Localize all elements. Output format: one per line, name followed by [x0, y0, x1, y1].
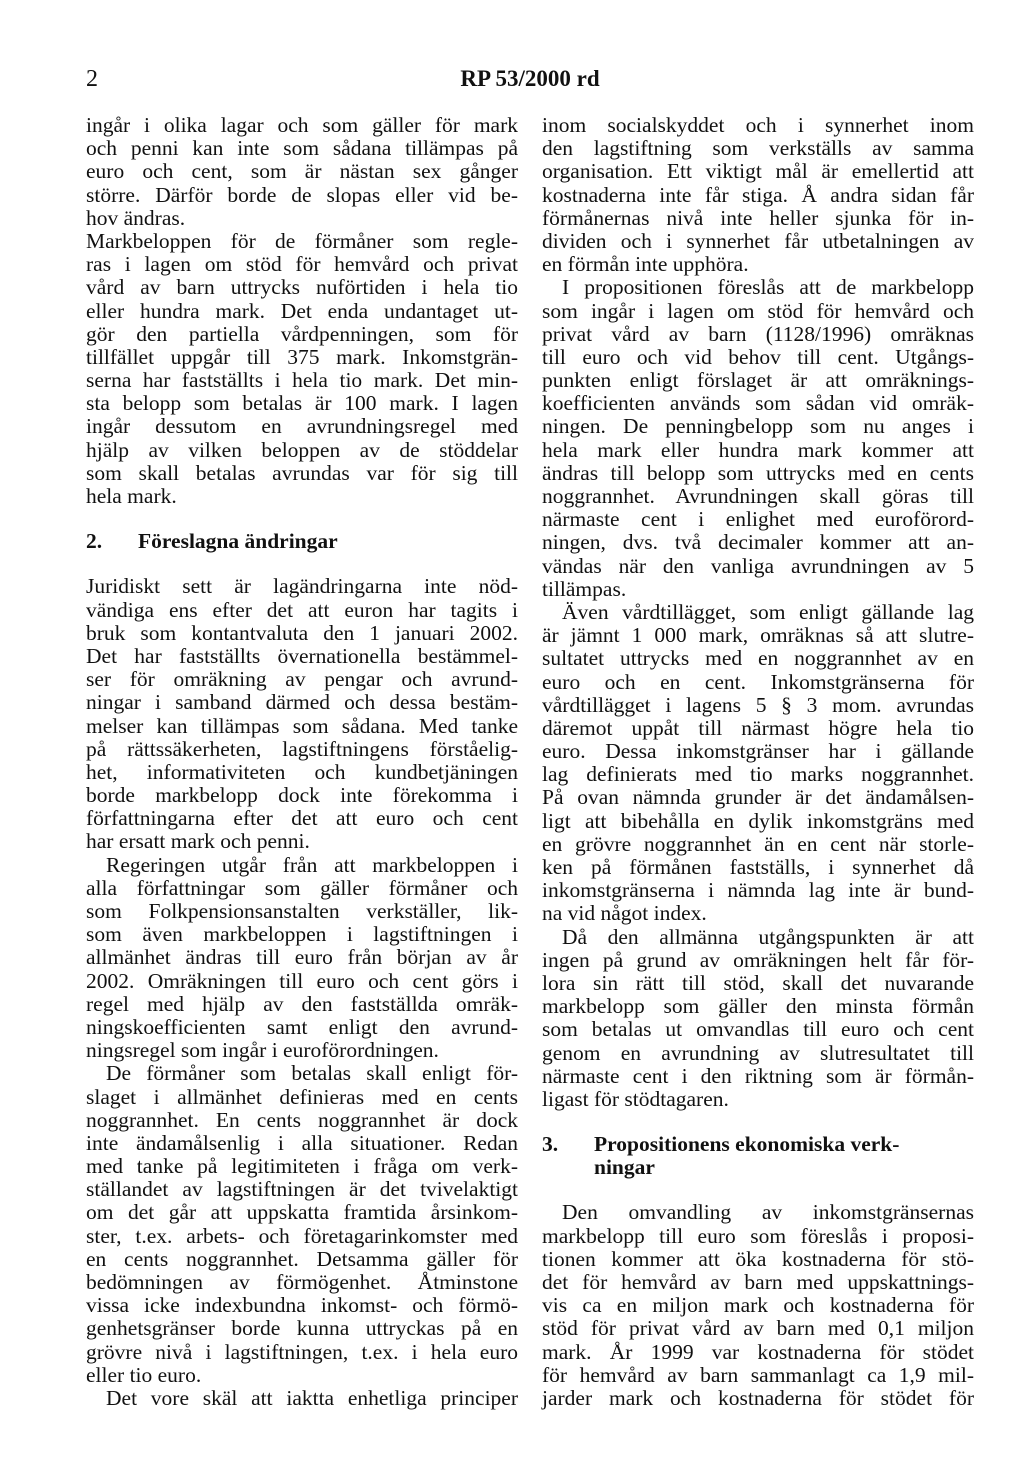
- text-line: ster, t.ex. arbets- och företagarinkomster med: [86, 1223, 518, 1248]
- text-line: noggrannhet. Avrundningen skall göras till: [542, 484, 974, 508]
- text-line: för hemvård av barn sammanlagt ca 1,9 mil-: [542, 1362, 974, 1387]
- text-line: inom socialskyddet och i synnerhet inom: [542, 113, 974, 137]
- text-line: Markbeloppen för de förmåner som regle-: [86, 228, 518, 253]
- section-gap: [86, 508, 518, 530]
- section-heading: [86, 530, 518, 553]
- text-line: vissa icke indexbundna inkomst- och förmö-: [86, 1293, 518, 1318]
- paragraph: [542, 1201, 974, 1410]
- text-line: ligast för stödtagaren.: [542, 1086, 729, 1111]
- text-line: med tanke på legitimiteten i fråga om verk-: [86, 1154, 518, 1179]
- text-line: noggrannhet. En cents noggrannhet är dock: [86, 1107, 518, 1132]
- text-line: Den omvandling av inkomstgränsernas: [562, 1200, 974, 1225]
- text-line: däremot uppåt till närmast högre hela tio: [542, 715, 974, 740]
- paragraph: [86, 854, 518, 1063]
- text-line: ser för omräkning av pengar och avrund-: [86, 667, 518, 692]
- text-line: en grövre noggrannhet än en cent när storle-: [542, 831, 974, 856]
- text-line: kostnaderna inte får stiga. Å andra sidan får: [542, 182, 974, 207]
- section-gap: [86, 553, 518, 575]
- text-line: en cents noggrannhet. Detsamma gäller för: [86, 1246, 518, 1271]
- text-line: ingår i olika lagar och som gäller för mark: [86, 113, 518, 137]
- text-line: hela mark eller hundra mark kommer att: [542, 437, 974, 462]
- text-line: ställandet av lagstiftningen är det tvivelaktigt: [86, 1177, 518, 1202]
- text-line: som även markbeloppen i lagstiftningen i: [86, 922, 518, 947]
- text-line: koefficienten används som sådan vid omräk-: [542, 391, 974, 416]
- text-line: Det vore skäl att iaktta enhetliga principer: [106, 1385, 518, 1410]
- text-line: Det har fastställts övernationella bestämmel-: [86, 643, 518, 668]
- text-line: närmaste cent i den riktning som är förmån-: [542, 1063, 974, 1088]
- text-line: ningskoefficienten samt enligt den avrund-: [86, 1014, 518, 1039]
- text-line: ändras till belopp som uttrycks med en cents: [542, 460, 974, 485]
- text-line: hov ändras.: [86, 205, 186, 230]
- paragraph: [542, 114, 974, 276]
- text-line: markbelopp som gäller den minsta förmån: [542, 994, 974, 1019]
- text-line: melser kan tillämpas som sådana. Med tanke: [86, 713, 518, 738]
- text-line: Regeringen utgår från att markbeloppen i: [106, 852, 518, 877]
- text-line: inkomstgränserna i nämnda lag inte är bund-: [542, 878, 974, 903]
- text-line: I propositionen föreslås att de markbelopp: [562, 275, 974, 300]
- paragraph: [542, 926, 974, 1112]
- text-line: den lagstiftning som verkställs av samma: [542, 136, 974, 161]
- text-line: större. Därför borde de slopas eller vid be-: [86, 182, 518, 207]
- text-line: tillämpas.: [542, 576, 627, 601]
- text-line: De förmåner som betalas skall enligt för-: [106, 1061, 518, 1086]
- section-number: 2.: [86, 529, 103, 554]
- paragraph: [86, 1062, 518, 1387]
- text-line: serna har fastställts i hela tio mark. Det min-: [86, 368, 518, 393]
- section-gap: [542, 1179, 974, 1201]
- text-line: till euro och vid behov till cent. Utgångs-: [542, 344, 974, 369]
- text-line: 2002. Omräkningen till euro och cent görs i: [86, 968, 518, 993]
- text-line: Juridiskt sett är lagändringarna inte nöd-: [86, 574, 518, 599]
- text-line: hela mark.: [86, 484, 177, 508]
- text-line: het, informativiteten och kundbetjäningen: [86, 759, 518, 784]
- text-line: om det går att uppskatta framtida årsinkom-: [86, 1200, 518, 1225]
- text-line: ningsregel som ingår i euroförordningen.: [86, 1038, 439, 1063]
- text-line: tionen kommer att öka kostnaderna för stö-: [542, 1246, 974, 1271]
- paragraph: [542, 601, 974, 926]
- text-line: det för hemvård av barn med uppskattnings-: [542, 1270, 974, 1295]
- text-line: som betalas ut omvandlas till euro och cent: [542, 1017, 974, 1042]
- right-column: [542, 114, 974, 1410]
- text-line: närmaste cent i enlighet med euroförord-: [542, 507, 974, 532]
- text-line: stöd för privat vård av barn med 0,1 miljon: [542, 1316, 974, 1341]
- text-line: euro. Dessa inkomstgränser har i gällande: [542, 739, 974, 764]
- section-title-continued: ningar: [594, 1155, 655, 1180]
- text-line: inte ändamålsenlig i alla situationer. Redan: [86, 1130, 518, 1155]
- text-line: mark. År 1999 var kostnaderna för stödet: [542, 1339, 974, 1364]
- text-line: na vid något index.: [542, 901, 707, 926]
- text-line: genhetsgränser borde kunna uttryckas på en: [86, 1316, 518, 1341]
- text-line: och penni kan inte som sådana tillämpas på: [86, 136, 518, 161]
- text-line: regel med hjälp av den fastställda omräk-: [86, 991, 518, 1016]
- text-line: som skall betalas avrundas var för sig till: [86, 460, 518, 485]
- text-line: eller tio euro.: [86, 1362, 202, 1387]
- text-line: bedömningen av förmögenhet. Åtminstone: [86, 1270, 518, 1295]
- text-line: markbelopp till euro som föreslås i proposi-: [542, 1223, 974, 1248]
- text-line: ingår dessutom en avrundningsregel med: [86, 414, 518, 439]
- text-line: vändiga ens efter det att euron har tagits i: [86, 597, 518, 622]
- paragraph: [86, 230, 518, 508]
- section-title: Propositionens ekonomiska verk-: [594, 1132, 900, 1157]
- text-line: organisation. Ett viktigt mål är emellertid att: [542, 159, 974, 184]
- text-line: punkten enligt förslaget är att omräknings-: [542, 368, 974, 393]
- text-line: vändas när den vanliga avrundningen av 5: [542, 553, 974, 578]
- text-line: har ersatt mark och penni.: [86, 829, 310, 854]
- text-line: slaget i allmänhet definieras med en cents: [86, 1084, 518, 1109]
- text-line: borde markbelopp dock inte förekomma i: [86, 783, 518, 808]
- text-line: författningarna efter det att euro och cent: [86, 806, 518, 831]
- text-line: vis ca en miljon mark och kostnaderna för: [542, 1293, 974, 1318]
- section-number: 3.: [542, 1132, 559, 1157]
- running-head: RP 53/2000 rd: [460, 66, 600, 91]
- text-line: genom en avrundning av slutresultatet till: [542, 1040, 974, 1065]
- paragraph: [542, 276, 974, 601]
- text-line: dividen och i synnerhet får utbetalningen av: [542, 228, 974, 253]
- text-line: alla författningar som gäller förmåner och: [86, 875, 518, 900]
- text-line: ken på förmånen fastställs, i synnerhet då: [542, 855, 974, 879]
- text-line: Även vårdtillägget, som enligt gällande lag: [562, 599, 974, 624]
- section-title: Föreslagna ändringar: [138, 529, 338, 554]
- text-line: gör den partiella vårdpenningen, som för: [86, 321, 518, 346]
- text-line: förmånernas nivå inte heller sjunka för in-: [542, 205, 974, 230]
- text-line: ningen. De penningbelopp som nu anges i: [542, 414, 974, 439]
- text-line: jarder mark och kostnaderna för stödet för: [542, 1385, 974, 1410]
- text-line: sultatet uttrycks med en noggrannhet av en: [542, 646, 974, 671]
- text-line: en förmån inte upphöra.: [542, 252, 749, 277]
- text-line: Då den allmänna utgångspunkten är att: [562, 924, 974, 949]
- text-line: på rättssäkerheten, lagstiftningens förståelig-: [86, 736, 518, 761]
- text-line: privat vård av barn (1128/1996) omräknas: [542, 321, 974, 346]
- paragraph: [86, 1387, 518, 1410]
- text-line: ningen, dvs. två decimaler kommer att an-: [542, 530, 974, 555]
- text-line: lora sin rätt till stöd, skall det nuvarande: [542, 970, 974, 995]
- text-line: vård av barn uttrycks nuförtiden i hela tio: [86, 275, 518, 300]
- text-line: På ovan nämnda grunder är det ändamålsen-: [542, 785, 974, 810]
- text-line: bruk som kontantvaluta den 1 januari 2002.: [86, 620, 518, 645]
- text-line: allmänhet ändras till euro från början av år: [86, 945, 518, 970]
- text-line: sta belopp som betalas är 100 mark. I lagen: [86, 391, 518, 416]
- text-line: vårdtillägget i lagens 5 § 3 mom. avrundas: [542, 692, 974, 717]
- text-line: hjälp av vilken beloppen av de stöddelar: [86, 437, 518, 462]
- page-number: 2: [86, 66, 98, 92]
- text-line: euro och cent, som är nästan sex gånger: [86, 159, 518, 184]
- section-heading: [542, 1133, 974, 1179]
- text-line: tillfället uppgår till 375 mark. Inkomstgrän-: [86, 344, 518, 369]
- text-line: ras i lagen om stöd för hemvård och privat: [86, 252, 518, 277]
- text-line: är jämnt 1 000 mark, omräknas så att slutre-: [542, 623, 974, 648]
- text-line: euro och en cent. Inkomstgränserna för: [542, 669, 974, 694]
- text-line: ingen på grund av omräkningen helt får för-: [542, 947, 974, 972]
- text-line: som ingår i lagen om stöd för hemvård och: [542, 298, 974, 323]
- text-line: grövre nivå i lagstiftningen, t.ex. i hela euro: [86, 1339, 518, 1364]
- section-gap: [542, 1111, 974, 1133]
- paragraph: [86, 575, 518, 853]
- text-line: ningar i samband därmed och dessa bestäm-: [86, 690, 518, 715]
- paragraph: [86, 114, 518, 230]
- text-line: lag definierats med tio marks noggrannhet.: [542, 762, 974, 787]
- text-line: ligt att bibehålla en dylik inkomstgräns med: [542, 808, 974, 833]
- left-column: [86, 114, 518, 1410]
- text-line: som Folkpensionsanstalten verkställer, lik-: [86, 899, 518, 924]
- text-line: eller hundra mark. Det enda undantaget ut-: [86, 298, 518, 323]
